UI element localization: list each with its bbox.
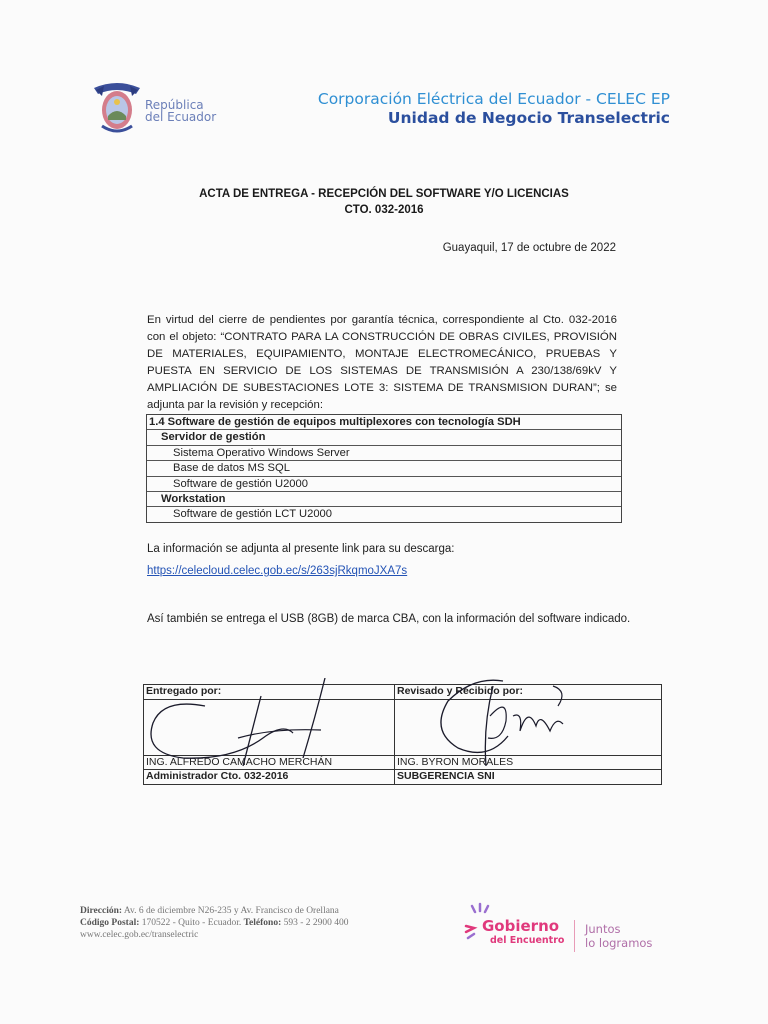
received-by-role: SUBGERENCIA SNI — [397, 770, 495, 782]
usb-text: Así también se entrega el USB (8GB) de marca CBA, con la información del software indicado. — [147, 613, 631, 625]
delivered-by-label: Entregado por: — [146, 685, 222, 697]
document-subtitle: CTO. 032-2016 — [344, 204, 424, 216]
gobierno-subtitle: del Encuentro — [490, 935, 565, 946]
document-title: ACTA DE ENTREGA - RECEPCIÓN DEL SOFTWARE Y/O LICENCIAS — [199, 188, 569, 200]
table-row: Software de gestión LCT U2000 — [173, 508, 333, 521]
ecuador-coat-of-arms-icon — [92, 78, 142, 136]
table-header-row: 1.4 Software de gestión de equipos multiplexores con tecnología SDH — [147, 415, 621, 430]
footer-website: www.celec.gob.ec/transelectric — [80, 930, 199, 940]
republic-label: República del Ecuador — [145, 98, 217, 124]
signature-table — [143, 684, 662, 785]
table-row: Sistema Operativo Windows Server — [147, 446, 621, 461]
slogan: Juntos lo logramos — [585, 922, 653, 950]
table-row: Software de gestión U2000 — [147, 477, 621, 492]
intro-paragraph: En virtud del cierre de pendientes por garantía técnica, correspondiente al Cto. 032-2016 con el objeto: “CONTRATO PARA LA CONSTRUCCIÓN DE OBRAS CIVILES, PROVISIÓN DE MATERIALES, EQUIPAMIENTO, MONTAJE ELECTROMECÁNICO, PRUEBAS Y PUESTA EN SERVICIO DE LOS SISTEMAS DE TRANSMISIÓN A 230/138/69kV Y AMPLIACIÓN DE SUBESTACIONES LOTE 3: SISTEMA DE TRANSMISION DURAN”; se adjunta par la revisión y recepción: — [147, 314, 617, 411]
received-by-name: ING. BYRON MORALES — [397, 756, 514, 768]
info-text: La información se adjunta al presente link para su descarga: — [147, 543, 455, 555]
received-by-label: Revisado y Recibido por: — [397, 685, 524, 697]
table-group-row: Workstation — [147, 492, 621, 507]
corporation-header — [318, 90, 670, 127]
delivered-by-name: ING. ALFREDO CAMACHO MERCHÁN — [146, 756, 333, 768]
signature-right-icon — [428, 676, 578, 771]
gobierno-title: Gobierno — [482, 917, 560, 935]
software-items-table — [146, 414, 622, 523]
document-date: Guayaquil, 17 de octubre de 2022 — [442, 242, 616, 254]
business-unit-name: Unidad de Negocio Transelectric — [387, 109, 670, 127]
table-row: Base de datos MS SQL — [147, 461, 621, 476]
footer-address: Dirección: Av. 6 de diciembre N26-235 y Av. Francisco de Orellana Código Postal: 170522 - Quito - Ecuador. Teléfono: 593 - 2 2900 400 www.celec.gob.ec/transelectric — [80, 906, 349, 940]
delivered-by-role: Administrador Cto. 032-2016 — [146, 770, 289, 782]
download-link[interactable]: https://celecloud.celec.gob.ec/s/263sjRkqmoJXA7s — [147, 565, 408, 577]
corporation-name: Corporación Eléctrica del Ecuador - CELEC EP — [317, 90, 670, 108]
signature-left-icon — [143, 678, 343, 768]
table-group-row: Servidor de gestión — [147, 430, 621, 445]
gobierno-logo — [462, 902, 662, 952]
